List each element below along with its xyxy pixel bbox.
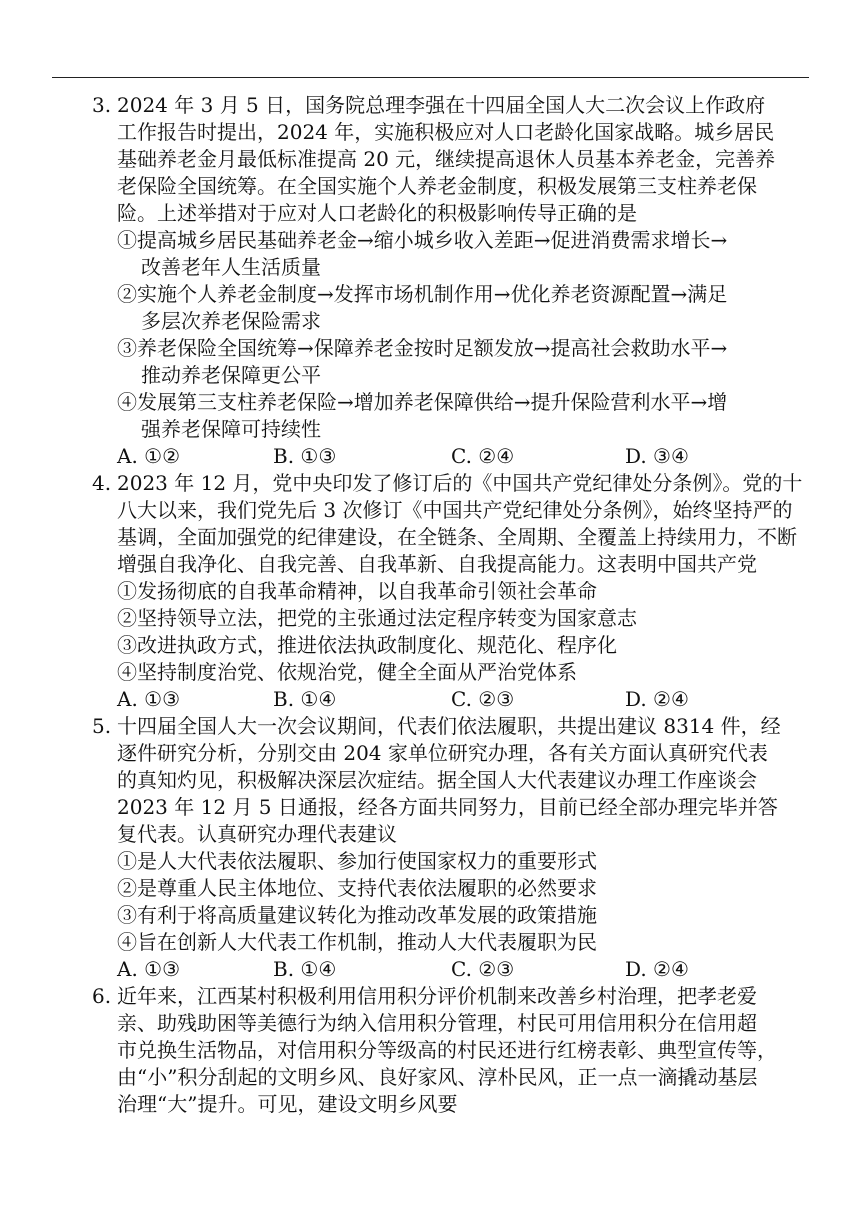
choice-a: A. ①② <box>117 444 181 468</box>
stem-line: 2023 年 12 月 5 日通报，经各方面共同努力，目前已经全部办理完毕并答 <box>117 795 778 819</box>
question-5 <box>92 713 817 983</box>
stem-line: 十四届全国人大一次会议期间，代表们依法履职，共提出建议 8314 件，经 <box>117 714 781 738</box>
stem-line: 复代表。认真研究办理代表建议 <box>117 822 397 846</box>
choice-d: D. ②④ <box>625 957 689 981</box>
choice-d: D. ②④ <box>625 687 689 711</box>
question-stem <box>117 470 817 578</box>
option-3: ③养老保险全国统筹→保障养老金按时足额发放→提高社会救助水平→ <box>117 336 728 360</box>
option-1: ①发扬彻底的自我革命精神，以自我革命引领社会革命 <box>117 579 597 603</box>
question-options <box>89 578 817 713</box>
stem-line: 2024 年 3 月 5 日，国务院总理李强在十四届全国人大二次会议上作政府 <box>117 93 766 117</box>
question-stem <box>117 92 817 227</box>
question-number: 3. <box>92 93 112 117</box>
choice-a: A. ①③ <box>117 687 181 711</box>
choice-b: B. ①③ <box>273 444 337 468</box>
option-4: ④坚持制度治党、依规治党，健全全面从严治党体系 <box>117 660 577 684</box>
question-number: 4. <box>92 471 112 495</box>
option-2: ②是尊重人民主体地位、支持代表依法履职的必然要求 <box>117 876 597 900</box>
header-rule <box>52 77 809 78</box>
stem-line: 市兑换生活物品，对信用积分等级高的村民还进行红榜表彰、典型宣传等， <box>117 1038 777 1062</box>
choice-b: B. ①④ <box>273 687 337 711</box>
choice-c: C. ②③ <box>451 957 515 981</box>
stem-line: 基础养老金月最低标准提高 20 元，继续提高退休人员基本养老金，完善养 <box>117 147 776 171</box>
stem-line: 八大以来，我们党先后 3 次修订《中国共产党纪律处分条例》，始终坚持严的 <box>117 498 793 522</box>
option-2-cont: 多层次养老保险需求 <box>141 309 321 333</box>
choice-c: C. ②④ <box>451 444 515 468</box>
question-number: 6. <box>92 984 112 1008</box>
option-4: ④发展第三支柱养老保险→增加养老保障供给→提升保险营利水平→增 <box>117 390 728 414</box>
answer-choices <box>89 443 817 470</box>
option-1-cont: 改善老年人生活质量 <box>141 255 321 279</box>
question-options <box>89 848 817 983</box>
option-3: ③有利于将高质量建议转化为推动改革发展的政策措施 <box>117 903 597 927</box>
stem-line: 工作报告时提出，2024 年，实施积极应对人口老龄化国家战略。城乡居民 <box>117 120 775 144</box>
stem-line: 由“小”积分刮起的文明乡风、良好家风、淳朴民风，正一点一滴撬动基层 <box>117 1065 758 1089</box>
option-3-cont: 推动养老保障更公平 <box>141 363 321 387</box>
stem-line: 基调，全面加强党的纪律建设，在全链条、全周期、全覆盖上持续用力，不断 <box>117 525 797 549</box>
question-stem <box>117 713 817 848</box>
answer-choices <box>89 686 817 713</box>
answer-choices <box>89 956 817 983</box>
stem-line: 老保险全国统筹。在全国实施个人养老金制度，积极发展第三支柱养老保 <box>117 174 757 198</box>
question-3 <box>92 92 817 470</box>
stem-line: 近年来，江西某村积极利用信用积分评价机制来改善乡村治理，把孝老爱 <box>117 984 757 1008</box>
option-2: ②实施个人养老金制度→发挥市场机制作用→优化养老资源配置→满足 <box>117 282 728 306</box>
question-number: 5. <box>92 714 112 738</box>
option-3: ③改进执政方式，推进依法执政制度化、规范化、程序化 <box>117 633 617 657</box>
stem-line: 险。上述举措对于应对人口老龄化的积极影响传导正确的是 <box>117 201 637 225</box>
option-2: ②坚持领导立法，把党的主张通过法定程序转变为国家意志 <box>117 606 637 630</box>
stem-line: 逐件研究分析，分别交由 204 家单位研究办理，各有关方面认真研究代表 <box>117 741 768 765</box>
stem-line: 增强自我净化、自我完善、自我革新、自我提高能力。这表明中国共产党 <box>117 552 757 576</box>
question-4 <box>92 470 817 713</box>
stem-line: 2023 年 12 月，党中央印发了修订后的《中国共产党纪律处分条例》。党的十 <box>117 471 803 495</box>
stem-line: 的真知灼见，积极解决深层次症结。据全国人大代表建议办理工作座谈会 <box>117 768 757 792</box>
choice-b: B. ①④ <box>273 957 337 981</box>
question-6 <box>92 983 817 1118</box>
choice-d: D. ③④ <box>625 444 689 468</box>
option-1: ①提高城乡居民基础养老金→缩小城乡收入差距→促进消费需求增长→ <box>117 228 728 252</box>
stem-line: 治理“大”提升。可见，建设文明乡风要 <box>117 1092 458 1116</box>
choice-c: C. ②③ <box>451 687 515 711</box>
choice-a: A. ①③ <box>117 957 181 981</box>
stem-line: 亲、助残助困等美德行为纳入信用积分管理，村民可用信用积分在信用超 <box>117 1011 757 1035</box>
exam-page <box>92 92 817 1118</box>
option-1: ①是人大代表依法履职、参加行使国家权力的重要形式 <box>117 849 597 873</box>
option-4: ④旨在创新人大代表工作机制，推动人大代表履职为民 <box>117 930 597 954</box>
question-options <box>89 227 817 470</box>
option-4-cont: 强养老保障可持续性 <box>141 417 321 441</box>
question-stem <box>117 983 817 1118</box>
